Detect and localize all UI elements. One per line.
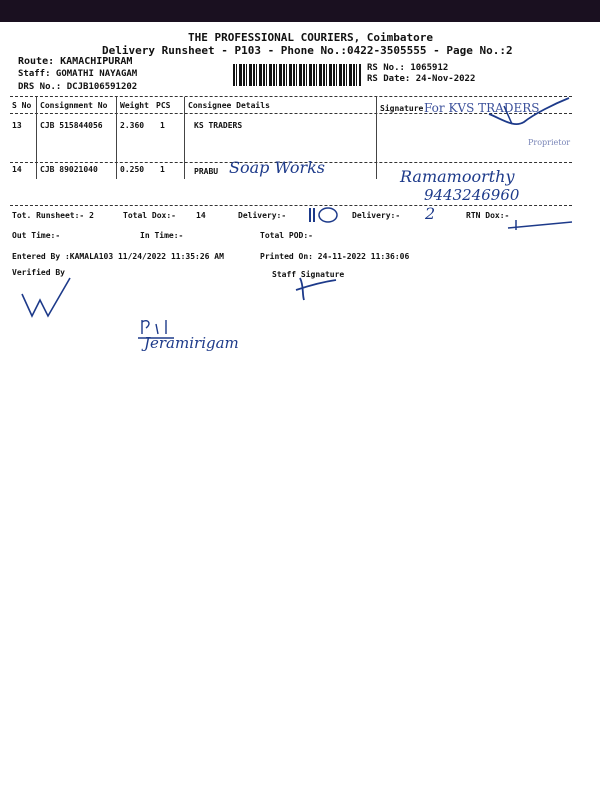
- row-consignment: CJB 89021040: [40, 165, 98, 174]
- row-pcs: 1: [160, 165, 165, 174]
- rs-number: RS No.: 1065912: [367, 63, 449, 73]
- col-weight: Weight: [120, 101, 149, 110]
- row-sno: 14: [12, 165, 22, 174]
- col-rule: [36, 97, 37, 179]
- col-pcs: PCS: [156, 101, 171, 110]
- handwritten-receiver: Ramamoorthy: [400, 167, 515, 186]
- signature-scribble: [484, 94, 574, 134]
- delivery-label-2: Delivery:-: [352, 211, 401, 220]
- col-sno: S No: [12, 101, 32, 110]
- rubber-stamp: For KVS TRADERS: [424, 101, 540, 115]
- row-consignee: KS TRADERS: [194, 121, 243, 130]
- row-consignee: PRABU: [194, 167, 219, 176]
- rtn-dox-mark: [506, 214, 576, 234]
- handwritten-count: [304, 204, 344, 226]
- row-consignment: CJB 515844056: [40, 121, 103, 130]
- divider: [10, 205, 572, 206]
- in-time: In Time:-: [140, 231, 184, 240]
- delivery-label: Delivery:-: [238, 211, 287, 220]
- rtn-dox-label: RTN Dox:-: [466, 211, 510, 220]
- row-weight: 0.250: [120, 165, 145, 174]
- total-pod: Total POD:-: [260, 231, 313, 240]
- runsheet-heading: Delivery Runsheet - P103 - Phone No.:0422-3505555 - Page No.:2: [102, 44, 513, 57]
- handwritten-consignee: Soap Works: [229, 158, 326, 177]
- col-rule: [376, 97, 377, 179]
- company-title: THE PROFESSIONAL COURIERS, Coimbatore: [188, 31, 434, 44]
- staff-signature: [292, 272, 342, 304]
- row-sno: 13: [12, 121, 22, 130]
- verified-by: Verified By: [12, 268, 65, 277]
- col-rule: [116, 97, 117, 179]
- barcode: [233, 64, 361, 86]
- staff-signature-label: Staff Signature: [272, 270, 345, 279]
- staff-label: Staff: GOMATHI NAYAGAM: [18, 69, 138, 79]
- route-label: Route: KAMACHIPURAM: [18, 56, 133, 67]
- handwritten-delivery-count: 2: [425, 204, 436, 223]
- drs-number: DRS No.: DCJB106591202: [18, 82, 138, 92]
- col-signature: Signature: [380, 104, 424, 113]
- tot-runsheet: Tot. Runsheet:- 2: [12, 211, 94, 220]
- total-dox-value: 14: [196, 211, 206, 220]
- row-pcs: 1: [160, 121, 165, 130]
- rs-date: RS Date: 24-Nov-2022: [367, 74, 476, 84]
- printed-on: Printed On: 24-11-2022 11:36:06: [260, 252, 410, 261]
- row-weight: 2.360: [120, 121, 145, 130]
- stamp-subtitle: Proprietor: [528, 138, 571, 147]
- col-consignment: Consignment No: [40, 101, 108, 110]
- total-dox-label: Total Dox:-: [123, 211, 176, 220]
- entered-by: Entered By :KAMALA103 11/24/2022 11:35:26 AM: [12, 252, 224, 261]
- out-time: Out Time:-: [12, 231, 61, 240]
- col-consignee: Consignee Details: [188, 101, 270, 110]
- col-rule: [184, 97, 185, 179]
- handwritten-phone: 9443246960: [424, 186, 520, 204]
- scan-edge: [0, 0, 600, 22]
- handwritten-name: Jeramirigam: [144, 334, 239, 352]
- verifier-signature: [18, 272, 78, 322]
